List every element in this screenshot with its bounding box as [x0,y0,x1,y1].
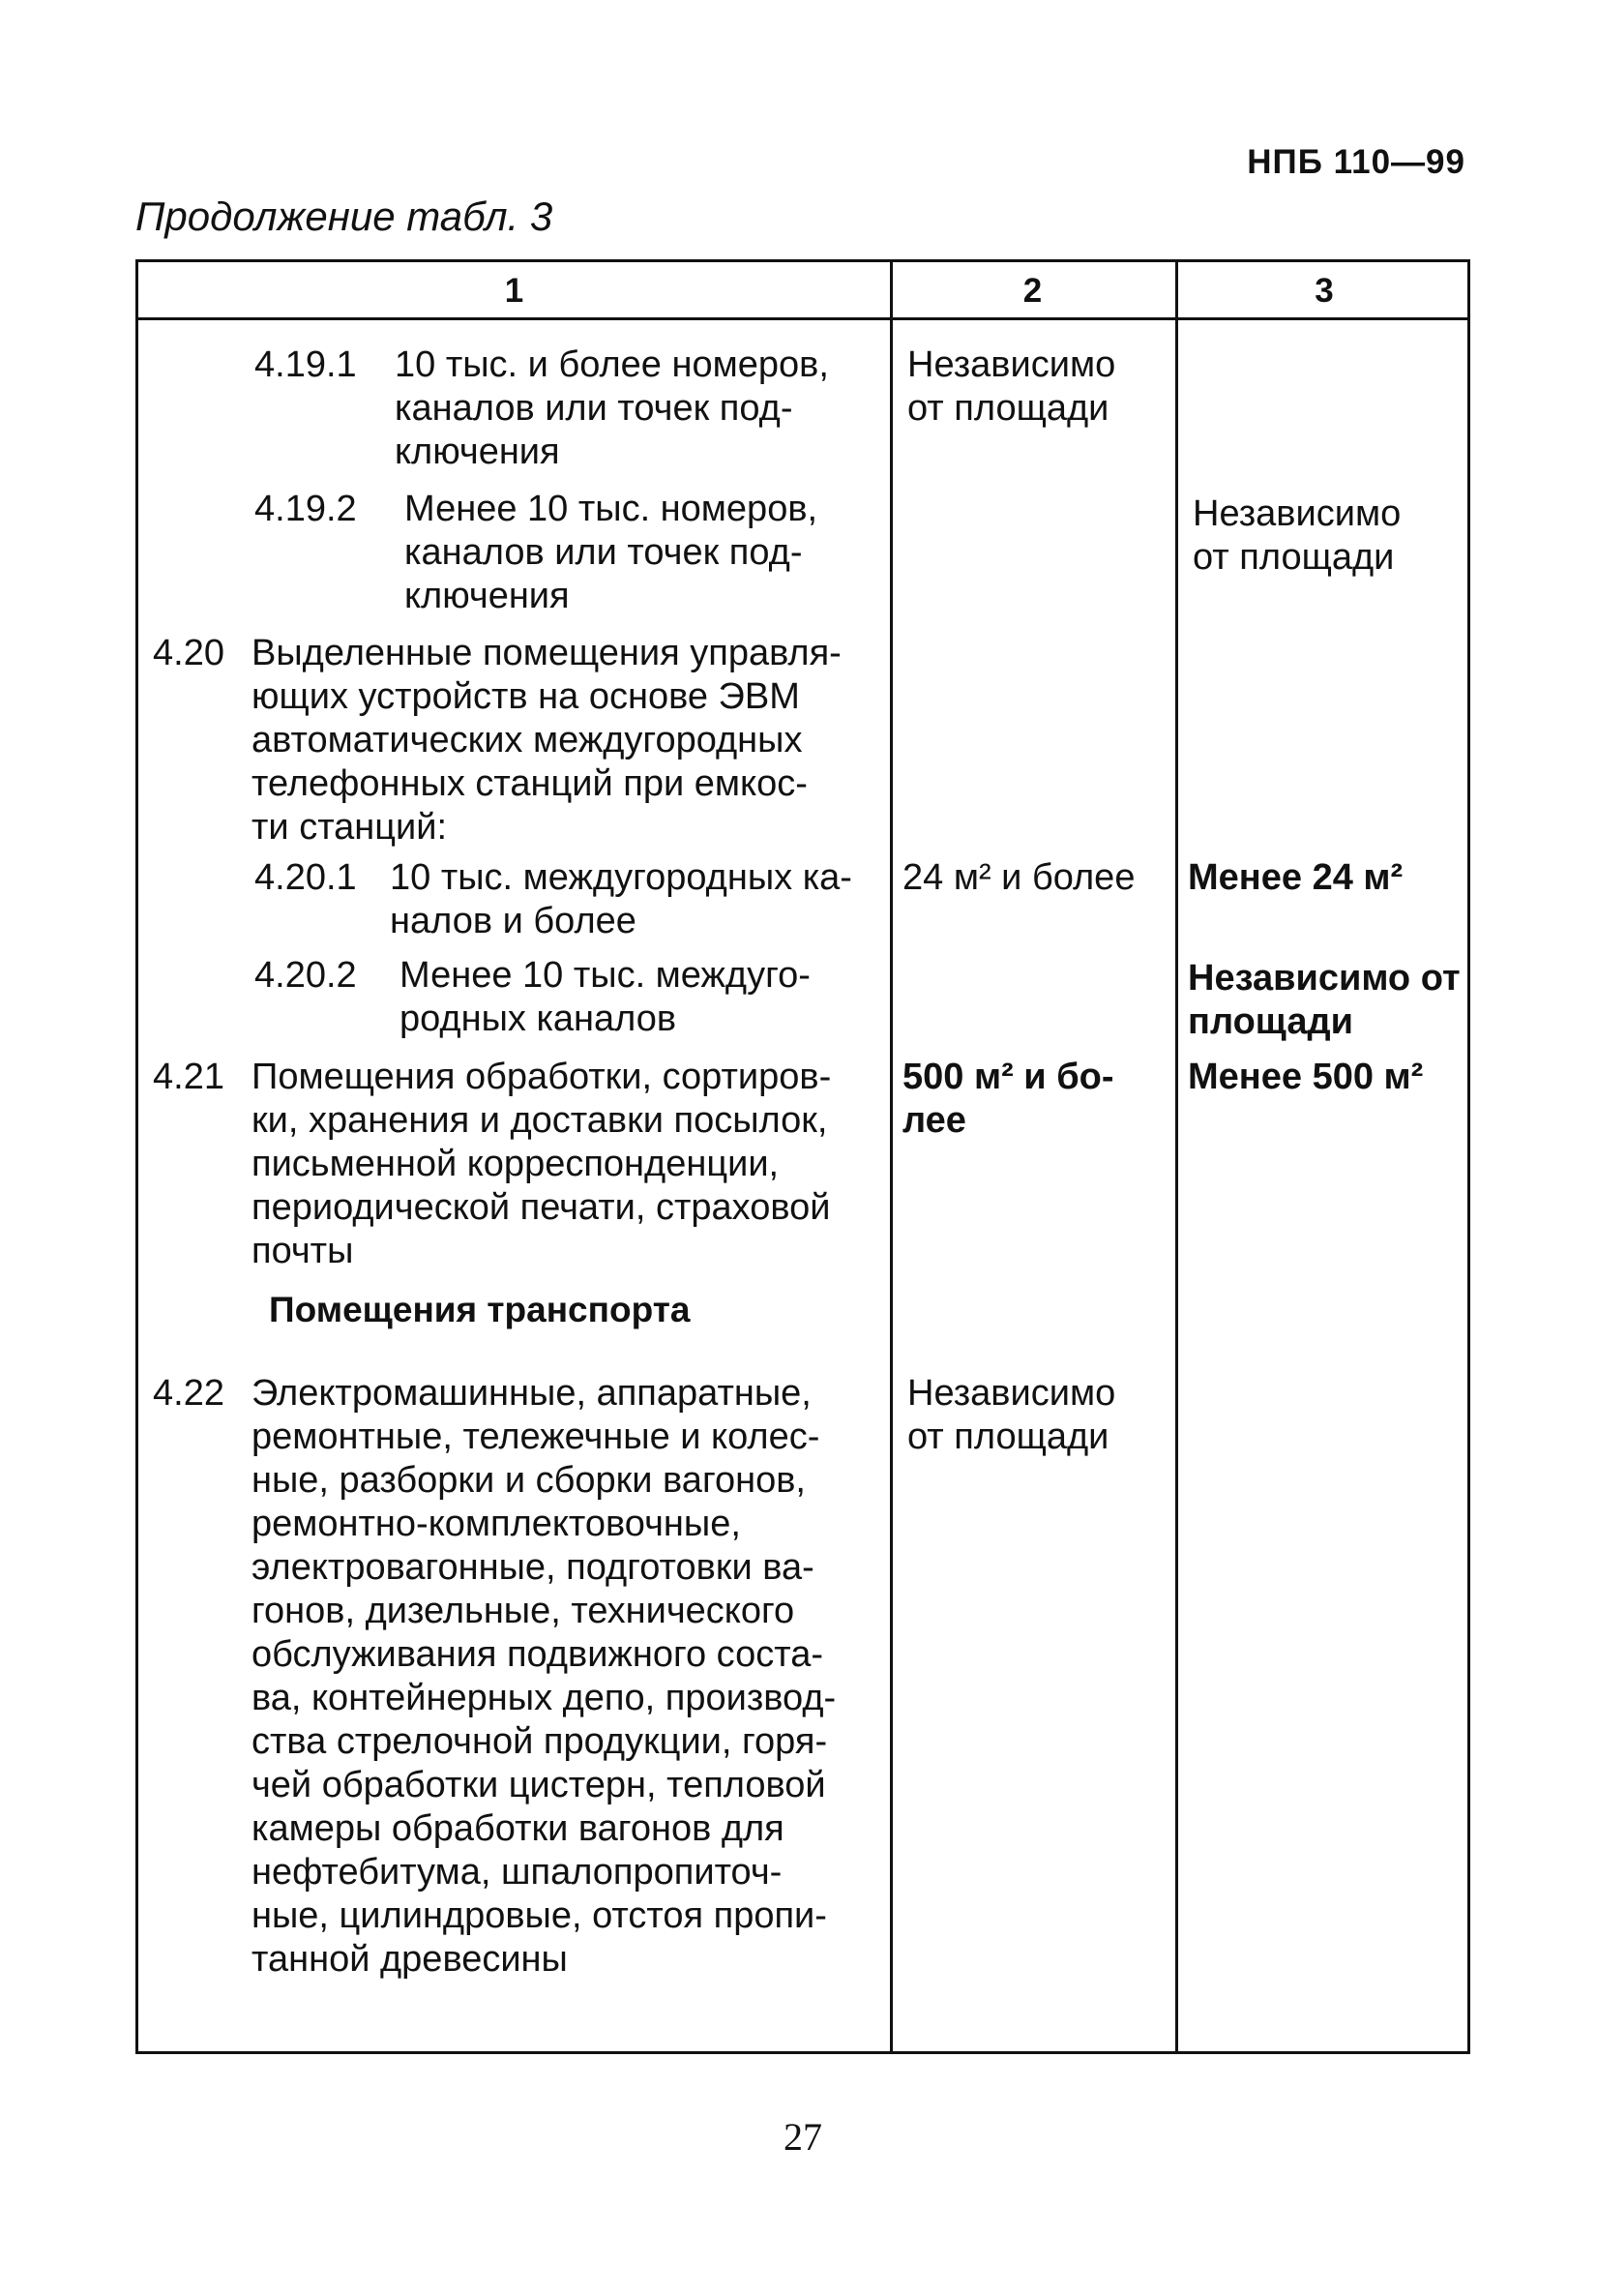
text-line: ва, контейнерных депо, производ- [251,1678,837,1718]
item-text [399,954,883,1041]
section-heading: Помещения транспорта [269,1290,691,1329]
column-divider [890,262,893,2051]
text-line: нефтебитума, шпалопропиточ- [251,1852,783,1893]
text-line: ства стрелочной продукции, горя- [251,1721,828,1762]
area-value [907,343,1164,431]
header-divider [138,317,1467,320]
column-divider [1175,262,1178,2051]
text-line: ки, хранения и доставки посылок, [251,1100,828,1141]
item-number: 4.20.2 [254,955,357,996]
item-text [251,1056,885,1273]
text-line: танной древесины [251,1939,568,1980]
text-line: от площади [907,1416,1109,1457]
text-line: площади [1188,1001,1353,1042]
column-header-2: 2 [1022,272,1043,310]
text-line: каналов или точек под- [395,388,793,429]
item-number: 4.19.2 [254,489,357,529]
text-line: Помещения обработки, сортиров- [251,1057,832,1097]
text-line: каналов или точек под- [404,532,803,573]
text-line: почты [251,1231,354,1271]
text-line: ремонтно-комплектовочные, [251,1504,741,1544]
text-line: от площади [1193,537,1395,578]
area-value: Менее 500 м² [1188,1057,1424,1097]
document-code: НПБ 110—99 [1247,143,1465,181]
text-line: гонов, дизельные, технического [251,1591,795,1631]
text-line: Менее 10 тыс. номеров, [404,489,818,529]
text-line: периодической печати, страховой [251,1187,831,1228]
text-line: ные, цилиндровые, отстоя пропи- [251,1895,827,1936]
item-text [251,632,885,850]
item-number: 4.20 [153,633,224,673]
item-text [251,1372,885,1982]
item-text [404,488,878,618]
text-line: Независимо от [1188,958,1461,999]
item-text [390,856,883,943]
norms-table [135,259,1470,2054]
area-value: 24 м² и более [902,857,1136,898]
column-header-1: 1 [504,272,524,310]
text-line: от площади [907,388,1109,429]
table-continuation-caption: Продолжение табл. 3 [135,194,553,239]
text-line: Менее 10 тыс. междуго- [399,955,811,996]
text-line: автоматических междугородных [251,720,803,760]
text-line: лее [902,1100,966,1141]
text-line: 500 м² и бо- [902,1057,1114,1097]
area-value [902,1056,1164,1143]
text-line: ключения [404,576,570,616]
item-number: 4.20.1 [254,857,357,898]
text-line: Независимо [1193,493,1402,534]
text-line: Электромашинные, аппаратные, [251,1373,812,1414]
text-line: Независимо [907,1373,1116,1414]
area-value: Менее 24 м² [1188,857,1404,898]
text-line: обслуживания подвижного соста- [251,1634,824,1675]
text-line: 10 тыс. и более номеров, [395,344,829,385]
item-number: 4.19.1 [254,344,357,385]
page-number: 27 [784,2115,822,2159]
text-line: ные, разборки и сборки вагонов, [251,1460,806,1501]
area-value [1188,957,1468,1044]
item-number: 4.21 [153,1057,224,1097]
text-line: телефонных станций при емкос- [251,763,808,804]
text-line: чей обработки цистерн, тепловой [251,1765,826,1805]
area-value [1193,492,1464,580]
text-line: ключения [395,432,560,472]
text-line: налов и более [390,901,636,941]
text-line: ти станций: [251,807,448,848]
item-text [395,343,878,474]
area-value [907,1372,1164,1459]
text-line: письменной корреспонденции, [251,1144,780,1184]
text-line: родных каналов [399,999,677,1039]
column-header-3: 3 [1315,272,1334,310]
text-line: ремонтные, тележечные и колес- [251,1416,820,1457]
text-line: ющих устройств на основе ЭВМ [251,676,800,717]
text-line: 10 тыс. междугородных ка- [390,857,852,898]
item-number: 4.22 [153,1373,224,1414]
text-line: Независимо [907,344,1116,385]
text-line: Выделенные помещения управля- [251,633,842,673]
text-line: камеры обработки вагонов для [251,1808,784,1849]
text-line: электровагонные, подготовки ва- [251,1547,814,1588]
